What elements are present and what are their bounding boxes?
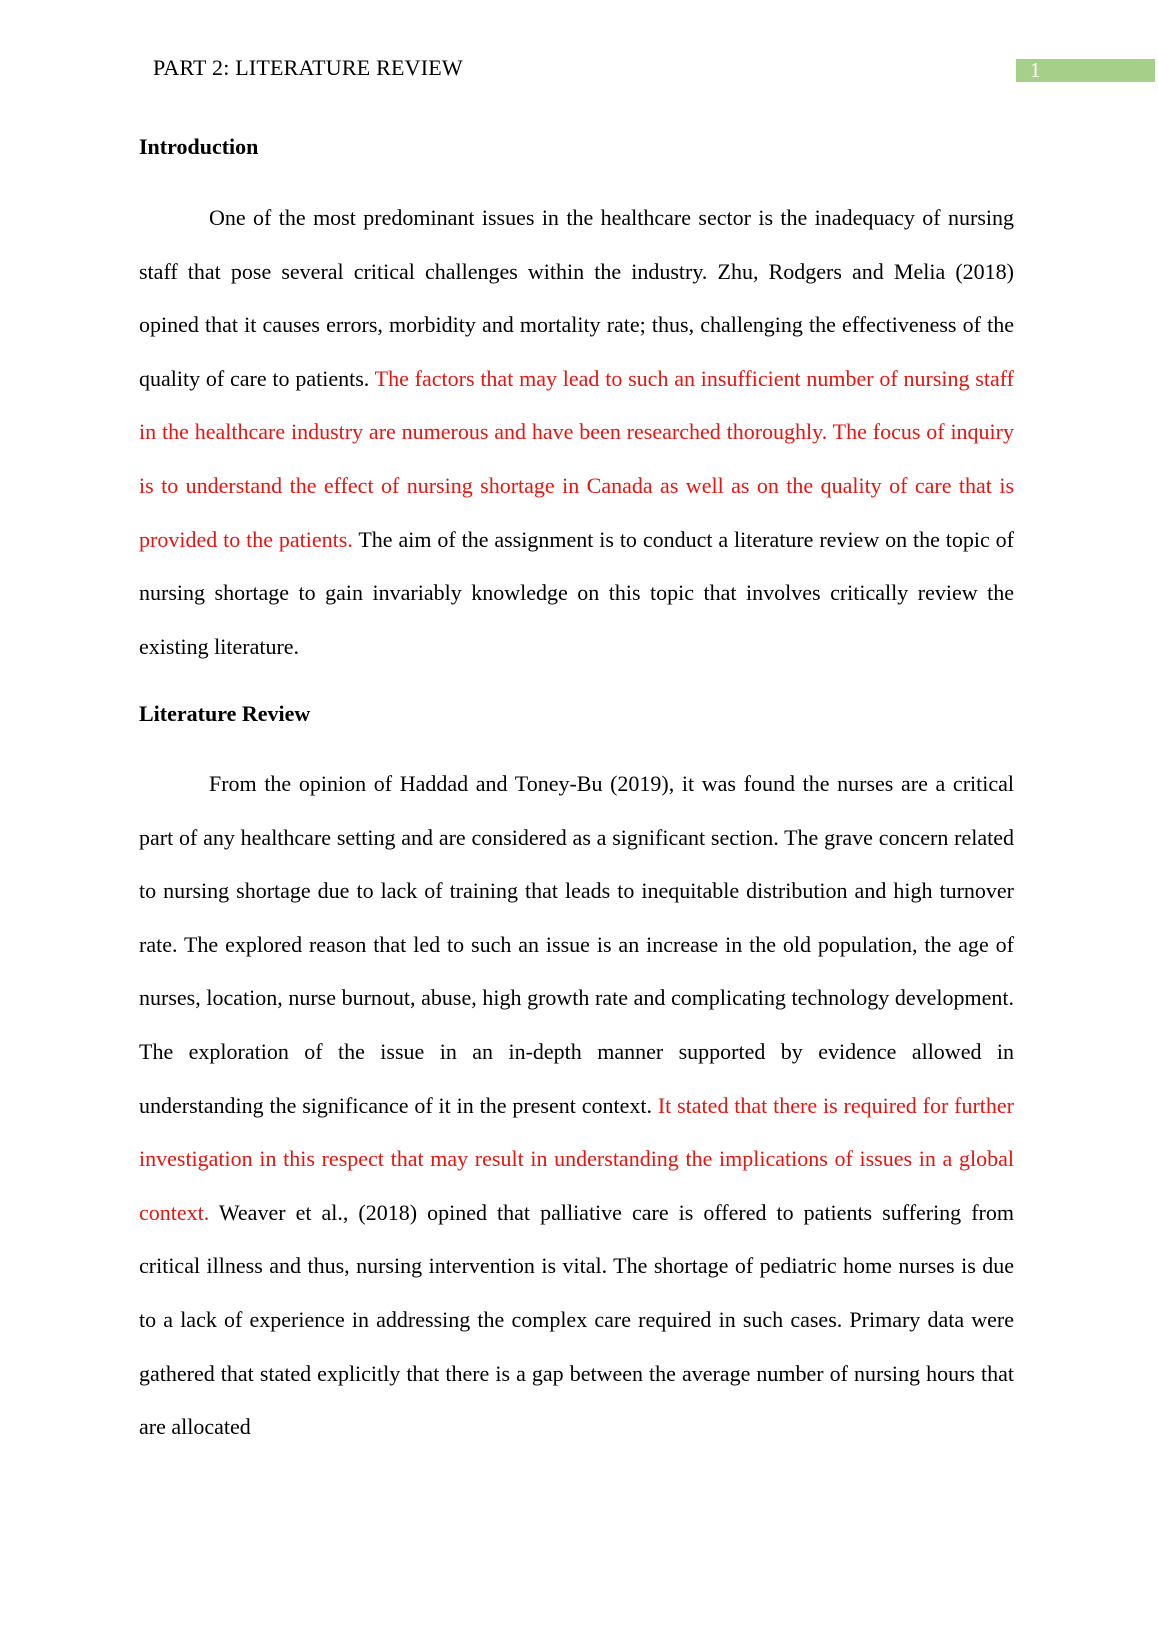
page-number-box: 1 xyxy=(1016,59,1155,82)
running-head: PART 2: LITERATURE REVIEW xyxy=(153,55,463,80)
paragraph-introduction xyxy=(139,191,1014,673)
paragraph-literature-review xyxy=(139,757,1014,1454)
highlighted-text-span: It stated that there is required for further investigation in this respect that may result in understanding the implications of issues in a global context. xyxy=(139,1092,1015,1225)
highlighted-text-span: The factors that may lead to such an insufficient number of nursing staff in the healthcare industry are numerous and have been researched thoroughly. The focus of inquiry is to understand the effect of nursing shortage in Canada as well as on the quality of care that is provided to the patients. xyxy=(139,365,1014,552)
text-span: The aim of the assignment is to conduct a literature review on the topic of nursing shortage to gain invariably knowledge on this topic that involves critically review the existing literature. xyxy=(139,526,1015,659)
text-span: Weaver et al., (2018) opined that palliative care is offered to patients suffering from critical illness and thus, nursing intervention is vital. The shortage of pediatric home nurses is due to a lack of experience in addressing the complex care required in such cases. Primary data were gathered that stated explicitly that there is a gap between the average number of nursing hours that are allocated xyxy=(139,1199,1014,1440)
text-span: One of the most predominant issues in the healthcare sector is the inadequacy of nursing staff that pose several critical challenges within the industry. Zhu, Rodgers and Melia (2018) opined that it causes errors, morbidity and mortality rate; thus, challenging the effectiveness of the quality of care to patients. xyxy=(139,205,1014,391)
heading-literature-review: Literature Review xyxy=(139,701,311,726)
text-span: From the opinion of Haddad and Toney-Bu (2019), it was found the nurses are a critical part of any healthcare setting and are considered as a significant section. The grave concern related to nursing shortage due to lack of training that leads to inequitable distribution and high turnover rate. The explored reason that led to such an issue is an increase in the old population, the age of nurses, location, nurse burnout, abuse, high growth rate and complicating technology development. The exploration of the issue in an in-depth manner supported by evidence allowed in understanding the significance of it in the present context. xyxy=(139,771,1014,1118)
heading-introduction: Introduction xyxy=(139,134,259,159)
